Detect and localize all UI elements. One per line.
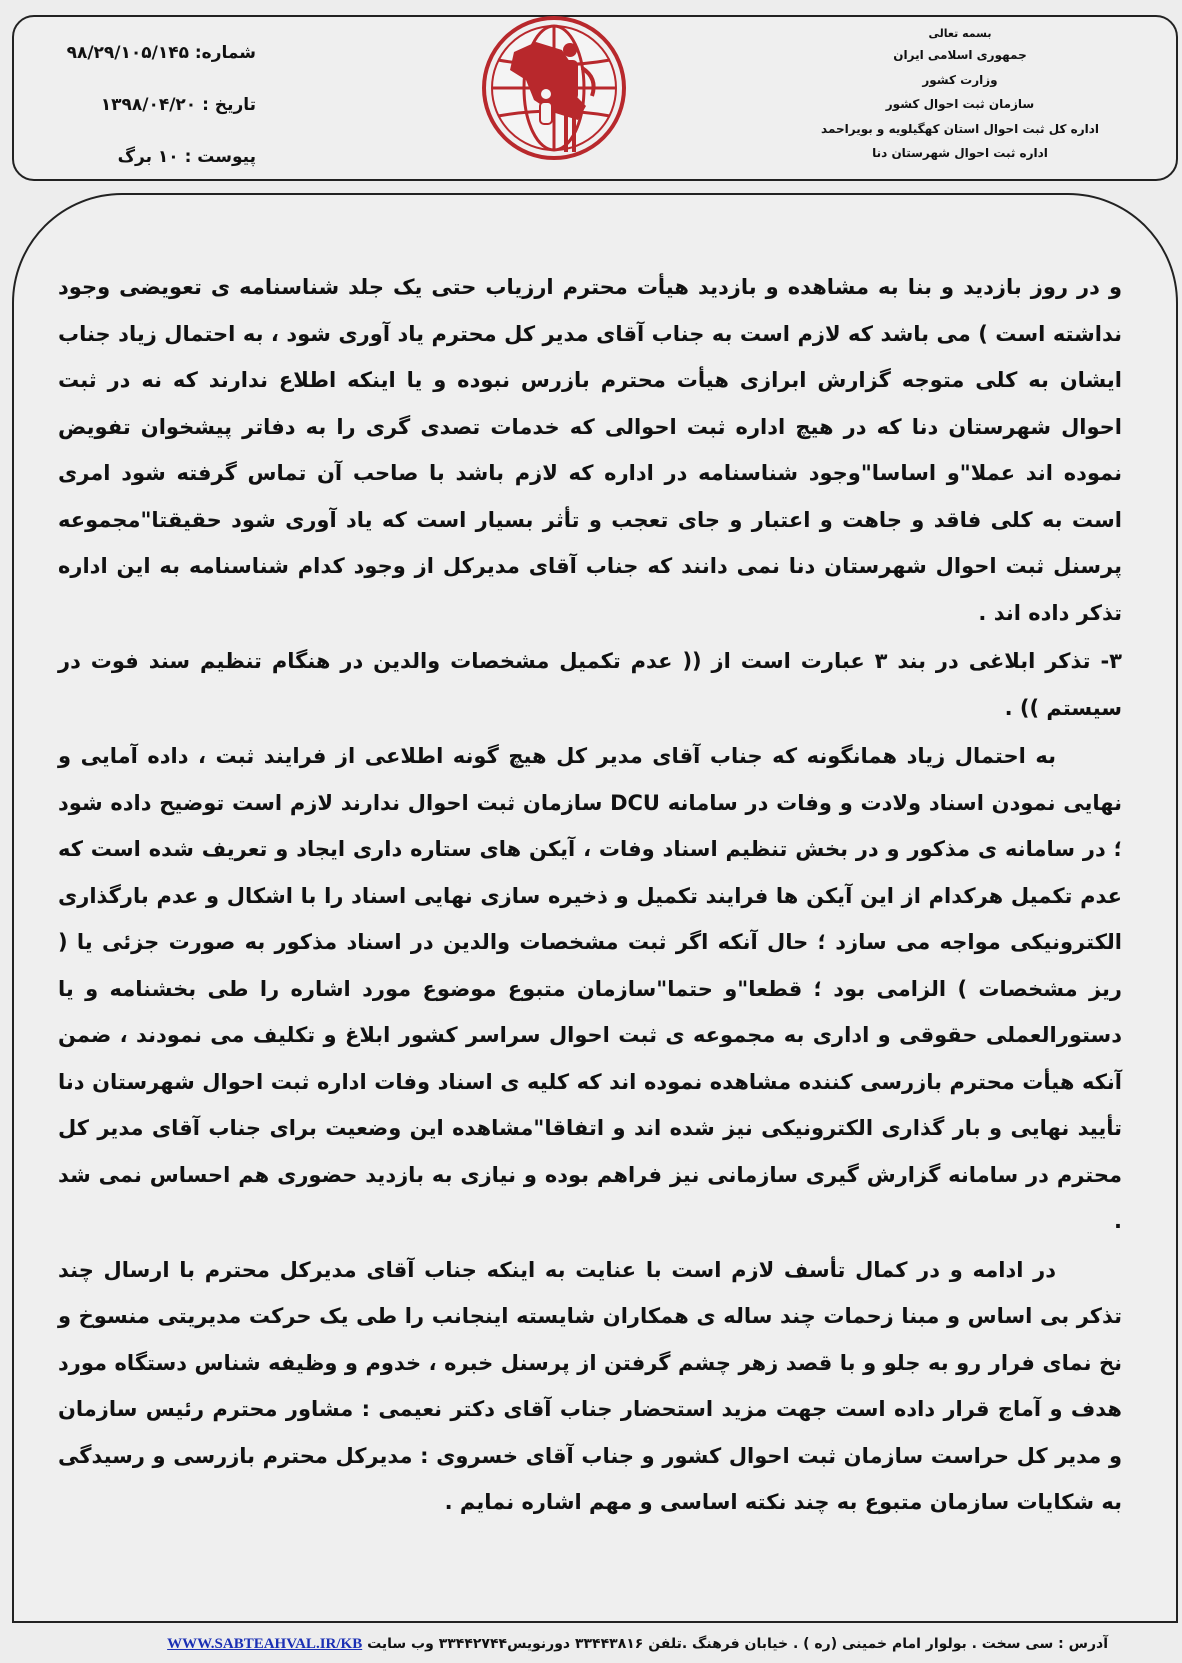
letterhead-titles — [800, 25, 1120, 166]
letter-date-row — [56, 91, 256, 143]
website-link[interactable]: WWW.SABTEAHVAL.IR/KB — [167, 1636, 363, 1652]
attachment-row — [56, 143, 256, 195]
letter-date-label: تاریخ : — [202, 95, 256, 115]
footer — [108, 1636, 1108, 1653]
body-paragraph-4: در ادامه و در کمال تأسف لازم است با عنایت به اینکه جناب آقای مدیرکل محترم با ارسال چند تذکر بی اساس و مبنا زحمات چند ساله ی همکاران شایسته اینجانب را طی یک حرکت مدیریتی منسوخ و نخ نمای فرار رو به جلو و با قصد زهر چشم گرفتن از پرسنل خبره ، خدوم و وظیفه شناس دستگاه مورد هدف و آماج قرار داده است جهت مزید استحضار جناب آقای دکتر نعیمی : مشاور محترم رئیس سازمان و مدیر کل حراست سازمان ثبت احوال کشور و جناب آقای خسروی : مدیرکل محترم بازرسی و رسیدگی به شکایات سازمان متبوع به چند نکته اساسی و مهم اشاره نمایم . — [58, 1257, 1122, 1514]
country-name: جمهوری اسلامی ایران — [893, 48, 1027, 62]
ministry-name: وزارت کشور — [922, 72, 998, 87]
letter-meta — [56, 39, 256, 195]
attachment-value: ۱۰ برگ — [117, 147, 179, 167]
bismillah-text: بسمه تعالی — [928, 27, 992, 40]
letter-number-value: ۹۸/۲۹/۱۰۵/۱۴۵ — [66, 43, 189, 63]
organization-logo-icon — [474, 8, 634, 168]
local-office-name: اداره ثبت احوال شهرستان دنا — [872, 146, 1048, 160]
attachment-label: پیوست : — [184, 147, 256, 167]
provincial-office-name: اداره کل ثبت احوال استان کهگیلویه و بویراحمد — [821, 121, 1099, 136]
footer-address: آدرس : سی سخت . بولوار امام خمینی (ره ) . خیابان فرهنگ .تلفن ۳۳۴۴۳۸۱۶ دورنویس۳۳۴۴۲۷۴۴ وب سایت — [367, 1636, 1108, 1652]
letter-number-label: شماره: — [194, 43, 256, 63]
body-paragraph-1: و در روز بازدید و بنا به مشاهده و بازدید هیأت محترم ارزیاب حتی یک جلد شناسنامه ی تعویضی وجود نداشته است ) می باشد که لازم است به جناب آقای مدیر کل محترم یاد آوری شود ، به احتمال زیاد جناب ایشان به کلی متوجه گزارش ابرازی هیأت محترم بازرس نبوده و یا اینکه اطلاع ندارند که نه در ثبت احوال شهرستان دنا که در هیچ اداره ثبت احوالی که خدمات تصدی گری را به دفاتر پیشخوان تفویض نموده اند عملا"و اساسا"وجود شناسنامه در اداره که لازم باشد با صاحب آن تماس گرفته شود امری است به کلی فاقد و جاهت و اعتبار و جای تعجب و تأثر بسیار است که یاد آوری شود حقیقتا"مجموعه پرسنل ثبت احوال شهرستان دنا نمی دانند که جناب آقای مدیرکل از وجود کدام شناسنامه به این اداره تذکر داده اند . — [58, 275, 1122, 625]
letter-date-value: ۱۳۹۸/۰۴/۲۰ — [100, 95, 197, 115]
organization-name: سازمان ثبت احوال کشور — [885, 97, 1035, 111]
body-paragraph-3: به احتمال زیاد همانگونه که جناب آقای مدیر کل هیچ گونه اطلاعی از فرایند ثبت ، داده آمایی و نهایی نمودن اسناد ولادت و وفات در سامانه DCU سازمان ثبت احوال ندارند لازم است توضیح داده شود ؛ در سامانه ی مذکور و در بخش تنظیم اسناد وفات ، آیکن های ستاره داری ایجاد و تعریف شده است که عدم تکمیل هرکدام از این آیکن ها فرایند تکمیل و ذخیره سازی نهایی اسناد را با اشکال و عدم بارگذاری الکترونیکی مواجه می سازد ؛ حال آنکه اگر ثبت مشخصات والدین در اسناد مذکور به صورت جزئی یا ( ریز مشخصات ) الزامی بود ؛ قطعا"و حتما"سازمان متبوع موضوع مورد اشاره را طی بخشنامه و یا دستورالعملی حقوقی و اداری به مجموعه ی ثبت احوال سراسر کشور ابلاغ و تکلیف می نمودند ، ضمن آنکه هیأت محترم بازرسی کننده مشاهده نموده اند که کلیه ی اسناد وفات اداره ثبت احوال شهرستان دنا تأیید نهایی و بار گذاری الکترونیکی نیز شده اند و اتفاقا"مشاهده این وضعیت برای جناب آقای مدیر کل محترم در سامانه گزارش گیری سازمانی نیز فراهم بوده و نیازی به بازدید حضوری هم احساس نمی شد . — [58, 744, 1122, 1233]
letter-number-row — [56, 39, 256, 91]
letter-body — [58, 264, 1122, 1528]
body-paragraph-2: ۳- تذکر ابلاغی در بند ۳ عبارت است از (( عدم تکمیل مشخصات والدین در هنگام تنظیم سند فوت در سیستم )) . — [58, 649, 1122, 720]
